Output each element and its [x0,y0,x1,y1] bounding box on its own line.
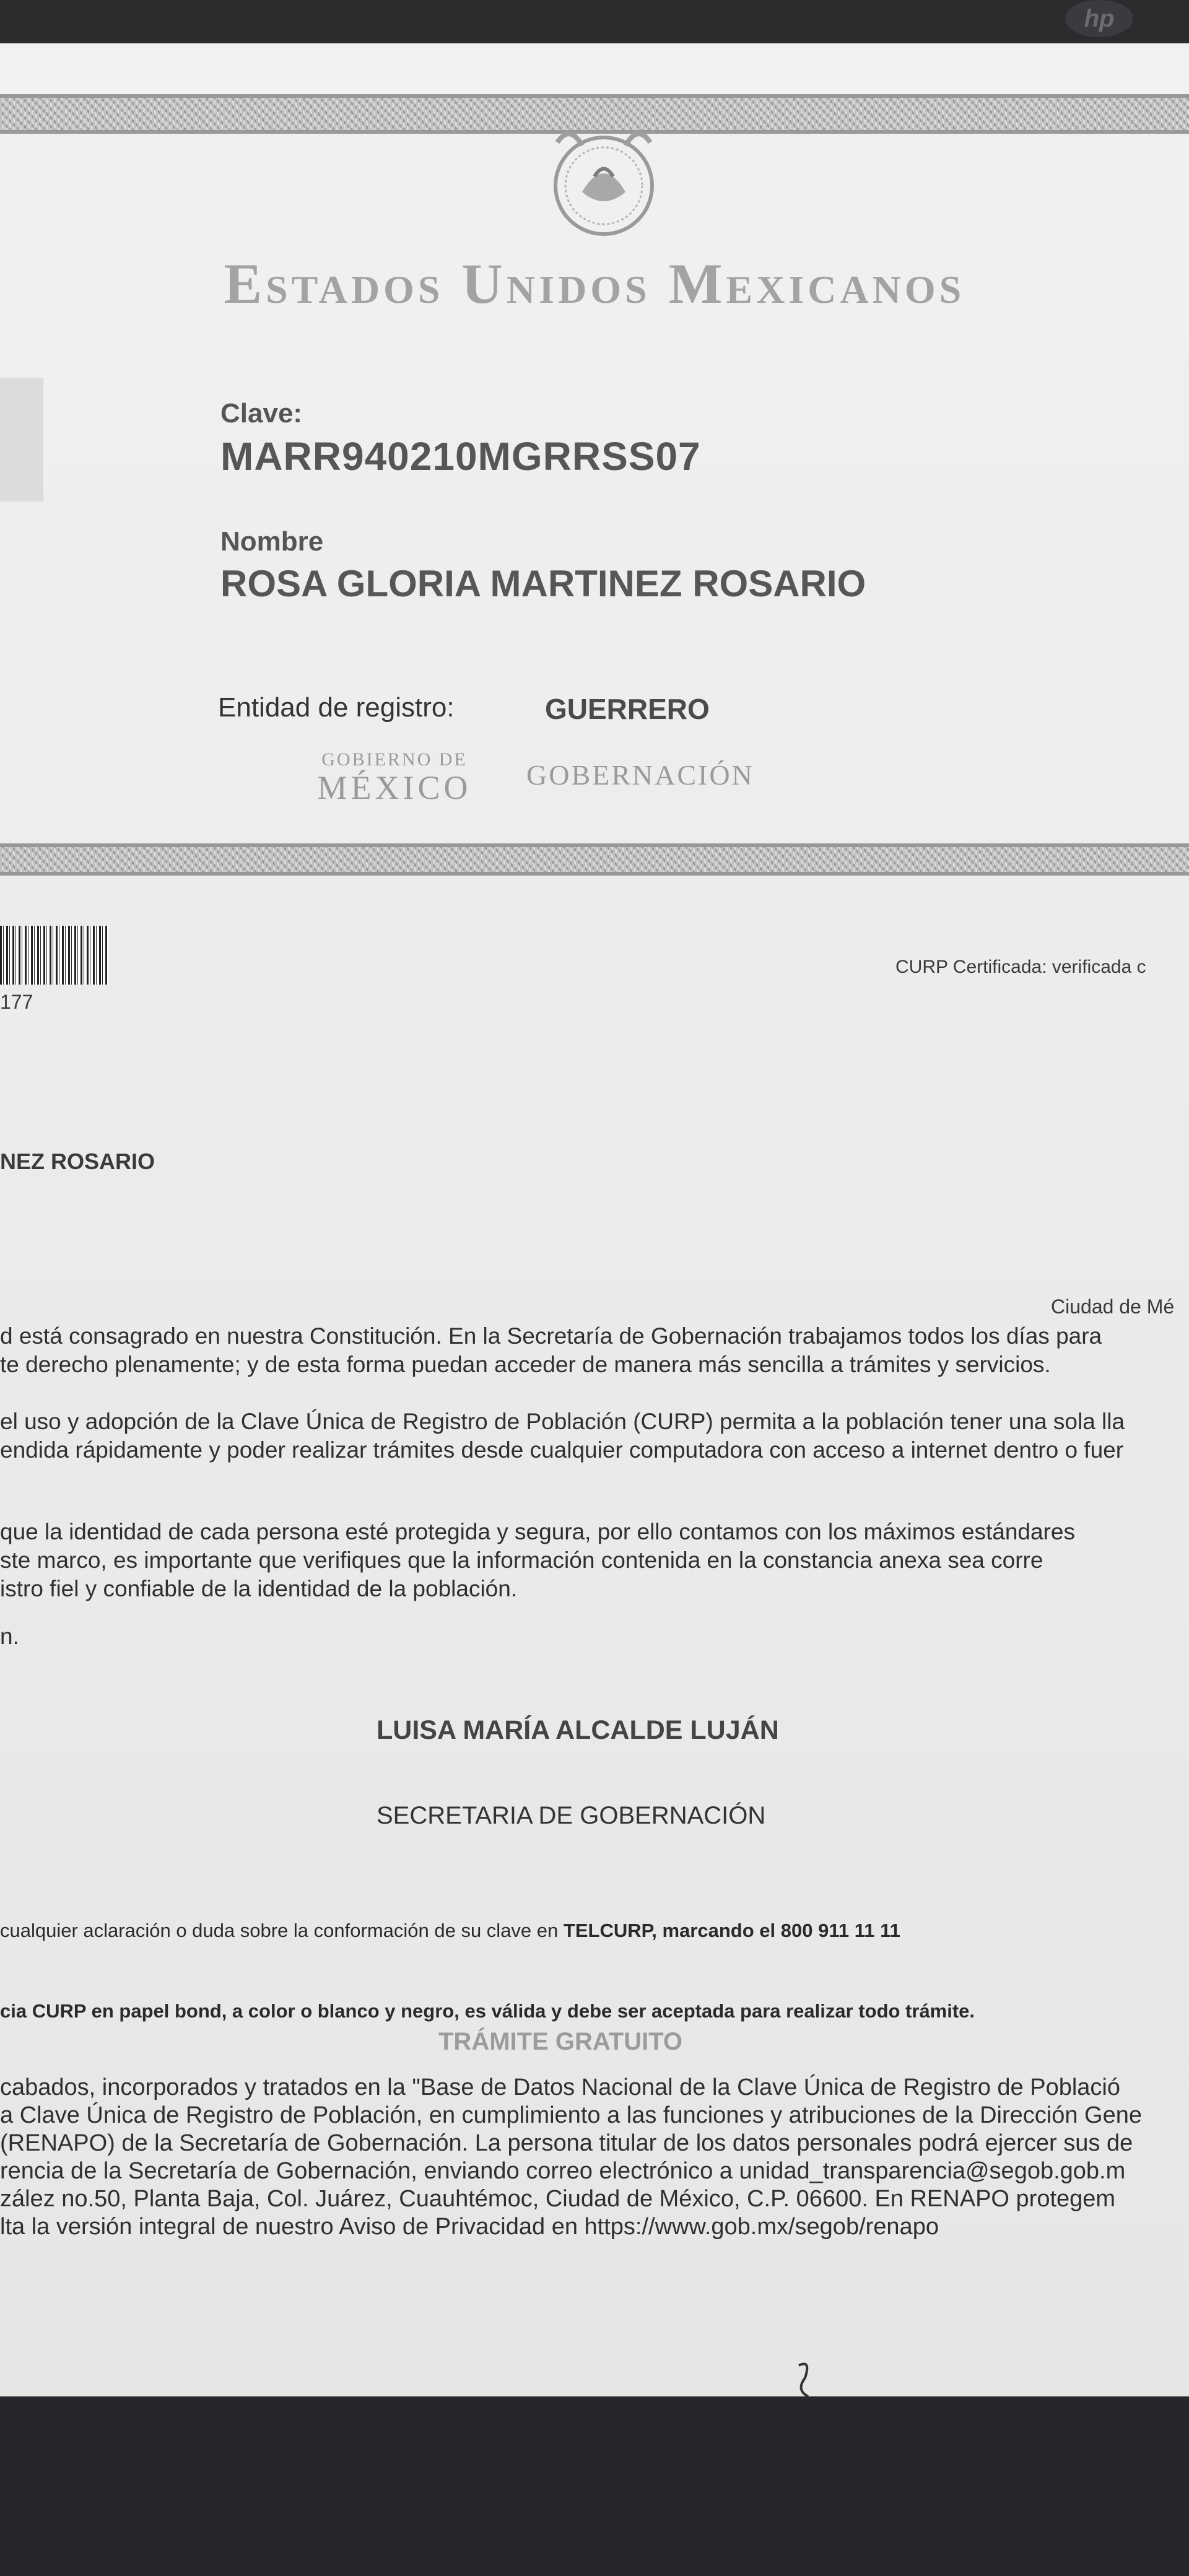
city-date: Ciudad de Mé [1051,1295,1175,1318]
addressee: NEZ ROSARIO [0,1149,155,1174]
entidad-label: Entidad de registro: [218,692,455,723]
page-shadow [0,378,43,502]
privacy-line: a Clave Única de Registro de Población, en cumplimiento a las funciones y atribuciones de la Dirección Gene [0,2102,1143,2128]
privacy-line: (RENAPO) de la Secretaría de Gobernación. La persona titular de los datos personales podrá ejercer sus de [0,2130,1133,2156]
telcurp-prefix: cualquier aclaración o duda sobre la conformación de su clave en [0,1920,564,1941]
letter-line: el uso y adopción de la Clave Única de Registro de Población (CURP) permita a la población tener una sola lla [0,1409,1125,1434]
hp-logo: hp [1065,0,1133,37]
letter-line: que la identidad de cada persona esté protegida y segura, por ello contamos con los máximos estándares [0,1519,1075,1544]
nombre-value: ROSA GLORIA MARTINEZ ROSARIO [220,563,866,604]
gobierno-mexico-logo [305,749,484,805]
gobernacion-logo: GOBERNACIÓN [526,759,754,791]
clave-value: MARR940210MGRRSS07 [220,434,701,479]
validity-note: cia CURP en papel bond, a color o blanco y negro, es válida y debe ser aceptada para realizar todo trámite. [0,2000,975,2022]
gobierno-line2: MÉXICO [317,769,472,806]
curp-document [0,43,1189,2396]
privacy-line: zález no.50, Planta Baja, Col. Juárez, Cuauhtémoc, Ciudad de México, C.P. 06600. En RENAPO protegem [0,2186,1116,2212]
privacy-line: rencia de la Secretaría de Gobernación, enviando correo electrónico a unidad_transparencia@segob.gob.m [0,2158,1126,2184]
letter-line: endida rápidamente y poder realizar trámites desde cualquier computadora con acceso a internet dentro o fuer [0,1437,1124,1463]
country-title: Estados Unidos Mexicanos [224,252,965,315]
letter-line: n. [0,1624,19,1649]
letter-line: d está consagrado en nuestra Constitución. En la Secretaría de Gobernación trabajamos todos los días para [0,1323,1102,1349]
gobierno-line1: GOBIERNO DE [321,749,468,770]
lower-security-band [0,843,1189,876]
certified-note: CURP Certificada: verificada c [895,957,1146,977]
barcode-number: 177 [0,991,33,1013]
free-procedure: TRÁMITE GRATUITO [438,2028,683,2055]
signer-title: SECRETARIA DE GOBERNACIÓN [377,1802,766,1829]
nombre-label: Nombre [220,526,324,557]
handwritten-mark-icon [786,2353,824,2396]
letter-line: istro fiel y confiable de la identidad de la población. [0,1576,518,1601]
telcurp-note [0,1920,900,1942]
signer-name: LUISA MARÍA ALCALDE LUJÁN [377,1715,779,1745]
telcurp-number: TELCURP, marcando el 800 911 11 11 [563,1920,900,1941]
entidad-value: GUERRERO [545,693,710,725]
letter-line: ste marco, es importante que verifiques que la información contenida en la constancia anexa sea corre [0,1547,1043,1573]
privacy-line: cabados, incorporados y tratados en la "Base de Datos Nacional de la Clave Única de Registro de Població [0,2074,1120,2100]
national-seal-icon [545,118,663,248]
clave-label: Clave: [220,398,303,429]
desk-background [0,2396,1189,2576]
barcode [0,926,108,985]
privacy-line: lta la versión integral de nuestro Aviso de Privacidad en https://www.gob.mx/segob/renapo [0,2214,939,2240]
letter-line: te derecho plenamente; y de esta forma puedan acceder de manera más sencilla a trámites y servicios. [0,1352,1051,1377]
